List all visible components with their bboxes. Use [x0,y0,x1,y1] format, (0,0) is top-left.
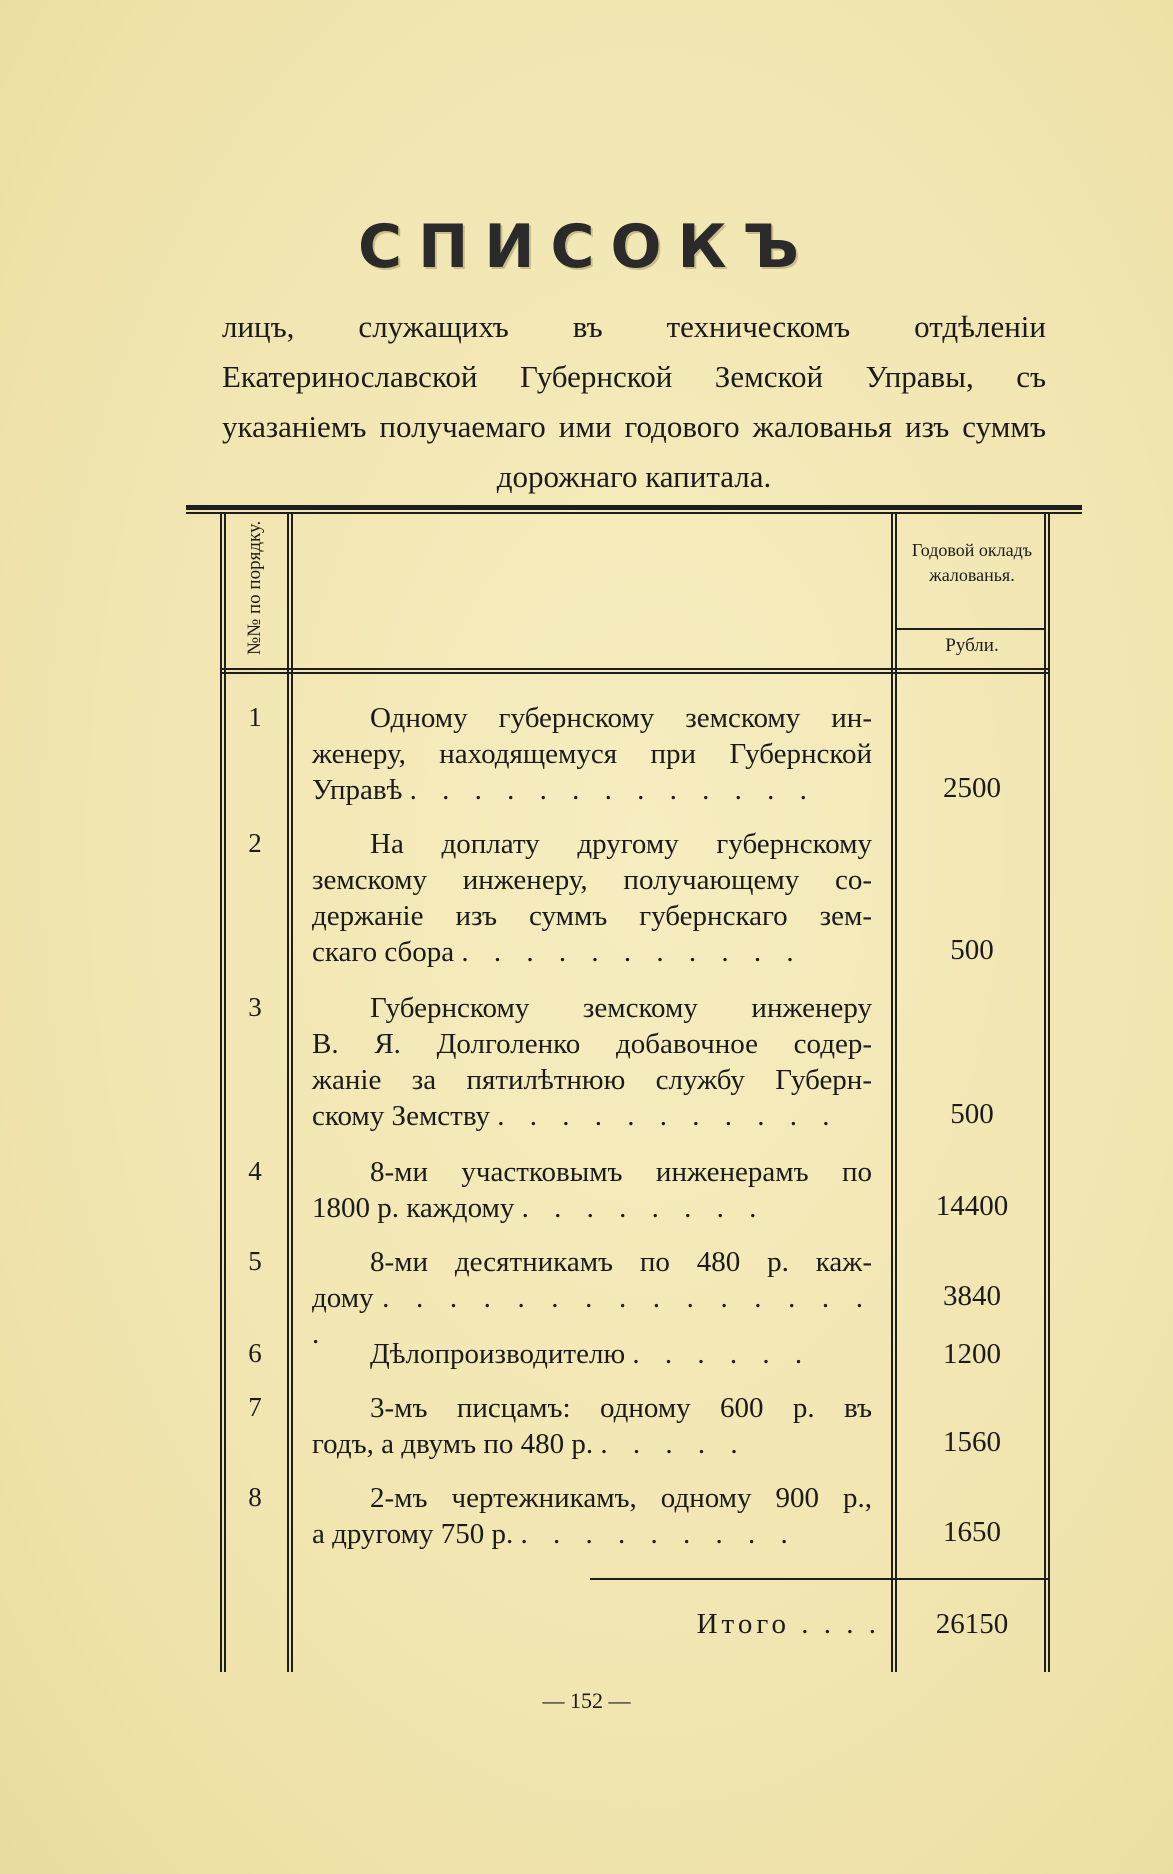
row-line-text: 1800 р. каждому [312,1192,515,1224]
table-right-border-inner [1048,512,1050,1672]
leader-dots: . . . . . . . . . . . [461,936,803,968]
document-title: СПИСОКЪ [358,212,815,282]
row-line-text: Дѣлопроизводителю [370,1338,626,1370]
row-line: 8-ми участковымъ инженерамъ по [370,1156,872,1188]
header-unit-rule [895,628,1045,630]
leader-dots: . . . . . . [632,1338,812,1370]
row-description [312,826,872,970]
row-number: 4 [248,1156,262,1186]
row-description [312,1390,872,1462]
row-number: 1 [248,702,262,732]
row-line: женеру, находящемуся при Губернской [312,738,872,770]
row-number: 6 [248,1338,262,1368]
table-top-rule [186,505,1082,510]
table-right-border [1044,512,1046,1672]
row-line-text: скаго сбора [312,936,455,968]
header-salary-label: Годовой окладъ жалованья. [911,540,1033,585]
total-label: Итого . . . . [696,1608,880,1640]
leader-dots: . . . . . . . . . . . [497,1100,839,1132]
row-sum: 500 [950,934,994,966]
row-line-text: дому [312,1282,374,1314]
document-subtitle: лицъ, служащихъ въ техническомъ отдѣленіи Екатеринославской Губернской Земской Управы, съ указаніемъ получаемаго ими годового жалованья изъ суммъ дорожнаго капитала. [222,309,1046,494]
header-number-label: №№ по порядку. [244,520,265,655]
table-num-divider-inner [291,512,293,1672]
total-value: 26150 [935,1608,1009,1640]
row-line: 3-мъ писцамъ: одному 600 р. въ [370,1392,872,1424]
header-unit-label: Рубли. [945,635,999,656]
row-line: земскому инженеру, получающему со- [312,864,872,896]
row-line: держаніе изъ суммъ губернскаго зем- [312,900,872,932]
leader-dots: . . . . . . . . . . . . . [409,774,816,806]
row-description [312,700,872,808]
leader-dots: . . . . . . . . . [520,1518,797,1550]
row-line: Губернскому земскому инженеру [370,992,872,1024]
row-line-text: скому Земству [312,1100,491,1132]
table-num-divider [287,512,289,1672]
table-left-border-inner [224,512,226,1672]
row-number: 3 [248,992,262,1022]
row-description [312,1154,872,1226]
row-line-last [312,772,872,808]
leader-dots: . . . . . . . . . . . . . . . . [312,1282,873,1350]
row-line-last [312,1336,872,1372]
row-line-last [312,1098,872,1134]
leader-dots: . . . . . . . . [521,1192,766,1224]
row-line-last [312,1190,872,1226]
header-bottom-rule-2 [220,672,1050,674]
row-description [312,1480,872,1552]
table-left-border [220,512,222,1672]
row-line: 2-мъ чертежникамъ, одному 900 р., [370,1482,872,1514]
page-number: — 152 — [542,1688,631,1713]
table-sum-divider-inner [895,512,897,1672]
row-line-text: а другому 750 р. [312,1518,514,1550]
table-sum-divider [891,512,893,1672]
row-description [312,990,872,1134]
row-number: 5 [248,1246,262,1276]
row-description [312,1336,872,1372]
row-line: жаніе за пятилѣтнюю службу Губерн- [312,1064,872,1096]
row-number: 7 [248,1392,262,1422]
row-sum: 2500 [943,772,1001,804]
row-sum: 500 [950,1098,994,1130]
row-sum: 14400 [935,1190,1009,1222]
row-line-text: Управѣ [312,774,403,806]
row-line-last [312,934,872,970]
row-line-text: годъ, а двумъ по 480 р. [312,1428,594,1460]
row-sum: 3840 [943,1280,1001,1312]
table-top-rule-thin [186,512,1082,514]
row-sum: 1560 [943,1426,1001,1458]
row-line: Одному губернскому земскому ин- [370,702,872,734]
row-sum: 1200 [943,1338,1001,1370]
row-line: 8-ми десятникамъ по 480 р. каж- [370,1246,872,1278]
total-rule [590,1578,1050,1580]
row-line: На доплату другому губернскому [370,828,872,860]
header-bottom-rule [220,668,1050,670]
header-number-column [222,520,288,655]
leader-dots: . . . . . [600,1428,747,1460]
row-number: 2 [248,828,262,858]
row-line-last [312,1516,872,1552]
row-line-last [312,1426,872,1462]
row-sum: 1650 [943,1516,1001,1548]
row-line: В. Я. Долголенко добавочное содер- [312,1028,872,1060]
row-number: 8 [248,1482,262,1512]
